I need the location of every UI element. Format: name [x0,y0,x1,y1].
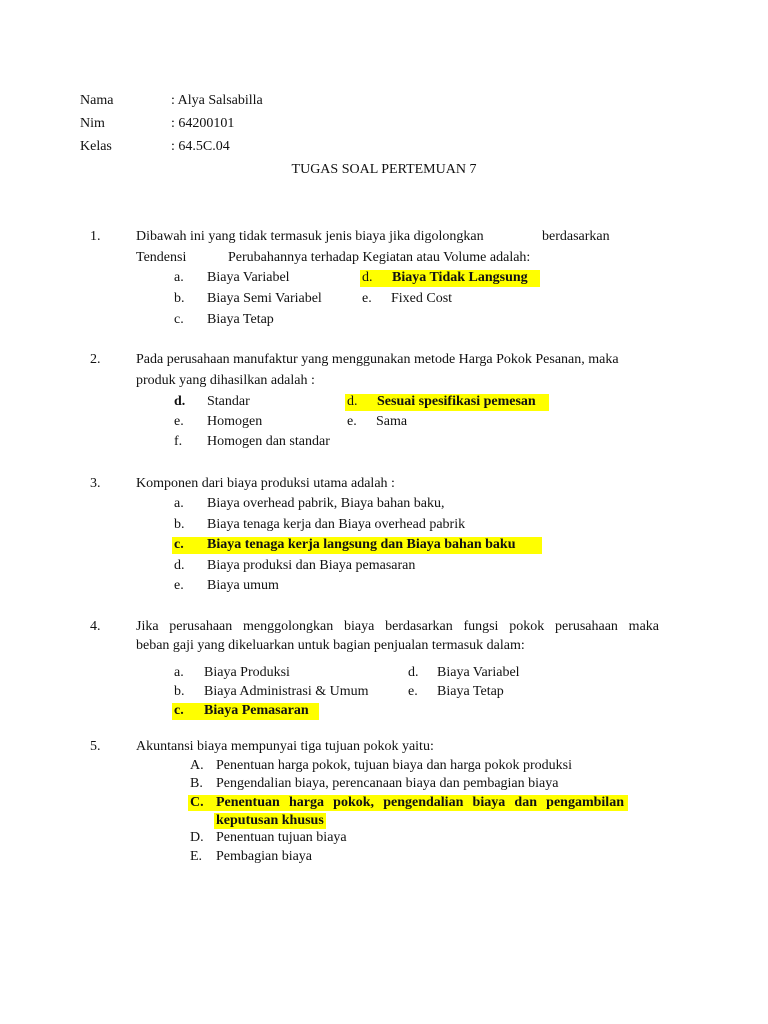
answer-highlight-continued [214,813,326,829]
option-letter: e. [362,291,372,306]
nim-label: Nim [80,116,105,131]
option-text: Homogen [207,414,263,429]
option-text: Pengendalian biaya, perencanaan biaya dan pembagian biaya [216,776,559,791]
question-text-line: Perubahannya terhadap Kegiatan atau Volume adalah: [228,250,531,265]
option-letter: a. [174,496,184,511]
option-text: Penentuan tujuan biaya [216,830,347,845]
option-letter: E. [190,849,203,864]
option-text: Biaya umum [207,578,279,593]
option-letter: d. [347,394,358,409]
question-text-line: Pada perusahaan manufaktur yang menggunakan metode Harga Pokok Pesanan, maka [136,352,619,367]
option-letter: e. [174,414,184,429]
question-text-line: beban gaji yang dikeluarkan untuk bagian penjualan termasuk dalam: [136,638,525,653]
option-text: Biaya tenaga kerja dan Biaya overhead pabrik [207,517,466,532]
option-text: Fixed Cost [391,291,453,306]
option-letter: b. [174,684,185,699]
option-letter: b. [174,517,185,532]
option-letter: f. [174,434,183,449]
option-letter: C. [190,795,204,810]
answer-highlight [172,703,319,720]
class-value: : 64.5C.04 [171,139,230,154]
option-text: Biaya Administrasi & Umum [204,684,369,699]
option-text: Biaya Pemasaran [204,703,309,718]
option-text: Biaya Tetap [437,684,504,699]
class-label: Kelas [80,139,112,154]
option-text: Pembagian biaya [216,849,313,864]
answer-highlight [345,394,549,411]
option-text: Biaya Variabel [207,270,290,285]
question-text-line: Akuntansi biaya mempunyai tiga tujuan pokok yaitu: [136,739,434,754]
option-text: Homogen dan standar [207,434,330,449]
option-text: Biaya overhead pabrik, Biaya bahan baku, [207,496,445,511]
option-letter: d. [174,558,185,573]
option-text: Biaya Tetap [207,312,274,327]
option-text: Biaya Produksi [204,665,290,680]
question-number: 3. [90,476,101,491]
option-letter: d. [362,270,373,285]
option-letter: a. [174,665,184,680]
option-letter: a. [174,270,184,285]
answer-highlight [188,795,628,811]
question-text-line: Dibawah ini yang tidak termasuk jenis biaya jika digolongkan [136,229,484,244]
name-value: : Alya Salsabilla [171,93,263,108]
question-number: 2. [90,352,101,367]
option-letter: d. [174,394,186,409]
option-letter: e. [174,578,184,593]
question-text-line: Jika perusahaan menggolongkan biaya berdasarkan fungsi pokok perusahaan maka [136,619,659,634]
question-text-line: Komponen dari biaya produksi utama adalah : [136,476,395,491]
option-letter: B. [190,776,203,791]
answer-highlight [172,537,542,554]
option-text: Biaya tenaga kerja langsung dan Biaya bahan baku [207,537,516,552]
option-text: Penentuan harga pokok, tujuan biaya dan harga pokok produksi [216,758,573,773]
nim-value: : 64200101 [171,116,235,131]
option-text: Sama [376,414,408,429]
page-title: TUGAS SOAL PERTEMUAN 7 [291,162,477,177]
question-number: 1. [90,229,101,244]
option-text: Biaya Variabel [437,665,520,680]
option-letter: c. [174,537,184,552]
option-letter: D. [190,830,204,845]
answer-highlight [360,270,540,287]
name-label: Nama [80,93,114,108]
question-number: 4. [90,619,101,634]
option-letter: A. [190,758,204,773]
option-letter: b. [174,291,185,306]
option-letter: e. [347,414,357,429]
question-text-line: Tendensi [136,250,187,265]
option-text: Biaya Tidak Langsung [392,270,528,285]
option-letter: c. [174,312,184,327]
option-text: Sesuai spesifikasi pemesan [377,394,536,409]
question-number: 5. [90,739,101,754]
option-letter: e. [408,684,418,699]
option-text: Penentuan harga pokok, pengendalian biaya dan pengambilan [216,795,624,810]
question-text-line: produk yang dihasilkan adalah : [136,373,315,388]
option-letter: d. [408,665,419,680]
question-text-line: berdasarkan [542,229,610,244]
option-letter: c. [174,703,184,718]
option-text: Standar [207,394,250,409]
option-text: Biaya Semi Variabel [207,291,322,306]
option-text: Biaya produksi dan Biaya pemasaran [207,558,416,573]
option-text: keputusan khusus [216,813,324,828]
